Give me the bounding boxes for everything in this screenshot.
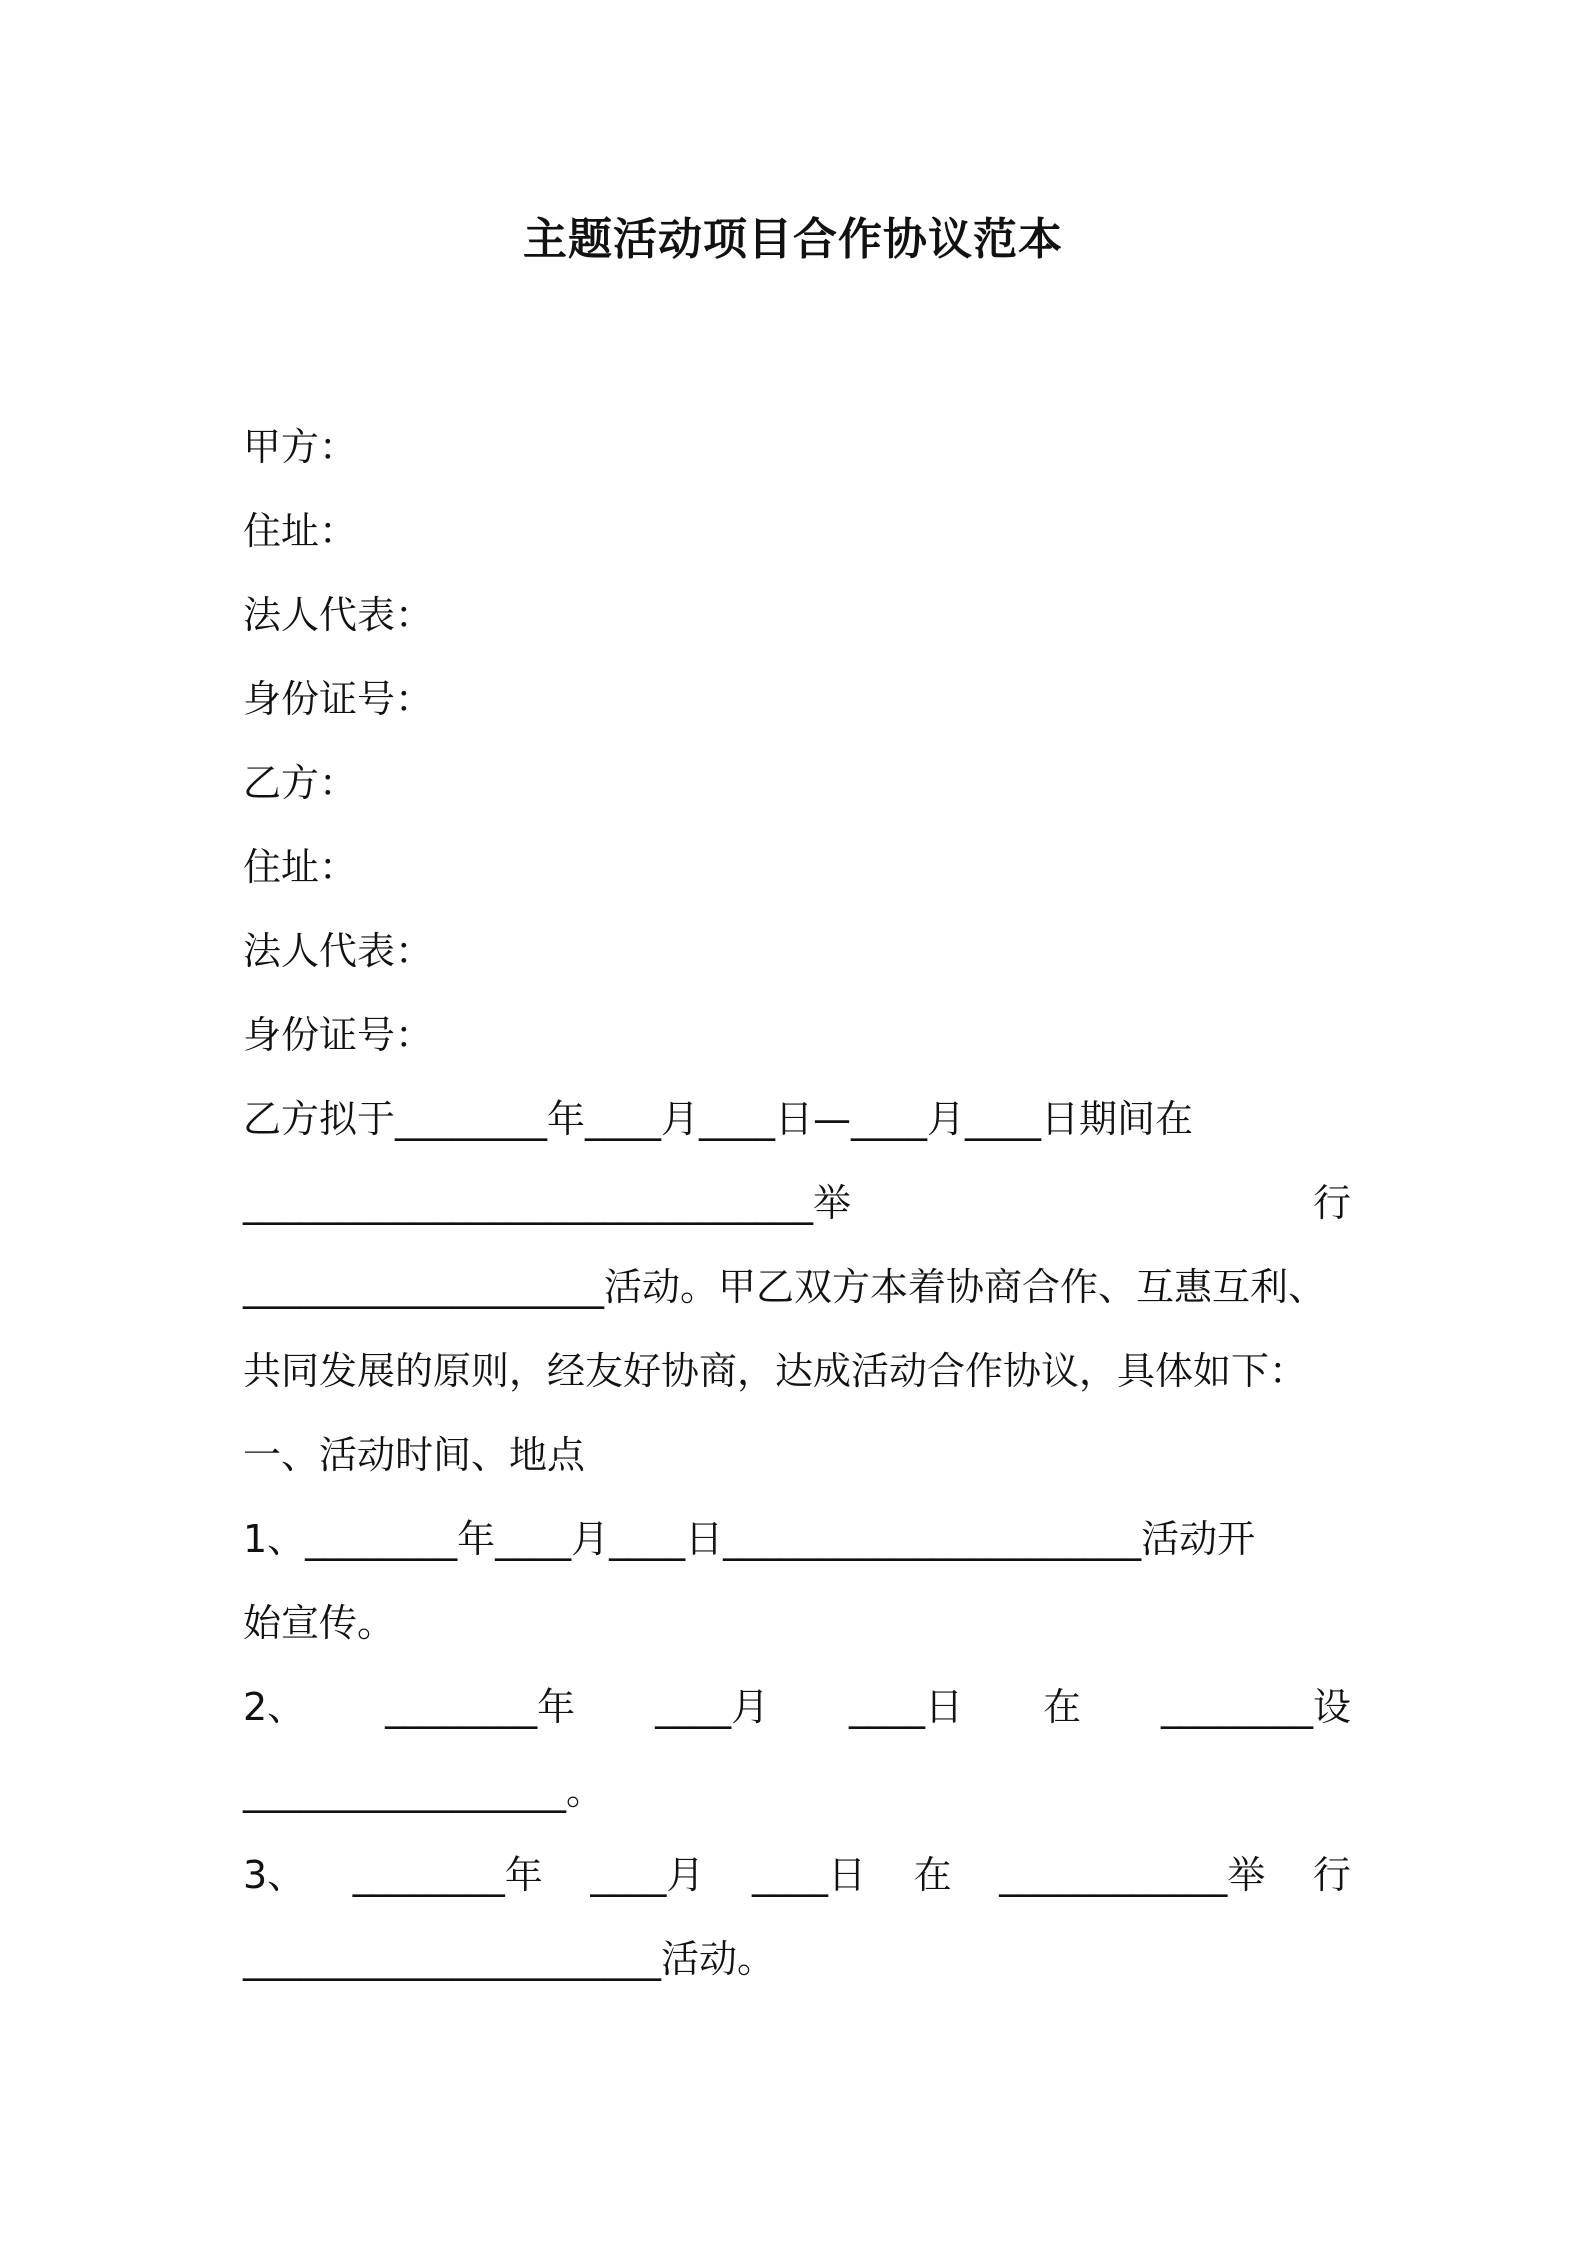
party-a-label-text: 甲方： (243, 425, 358, 469)
section-1-heading (243, 1413, 1351, 1497)
item-2-part: 在 (1042, 1685, 1081, 1729)
preamble-line-3-text: ___________________活动。甲乙双方本着协商合作、互惠互利、 (243, 1265, 1327, 1309)
item-1-line-2-text: 始宣传。 (243, 1601, 396, 1645)
item-3-part: 行 (1312, 1853, 1351, 1897)
item-2-part: ____日 (849, 1685, 964, 1729)
party-a-address (243, 489, 1351, 573)
party-b-address (243, 825, 1351, 909)
item-3-line-2 (243, 1917, 1351, 2001)
party-b-representative-text: 法人代表： (243, 929, 434, 973)
item-3-part: 3、 (243, 1853, 306, 1897)
party-b-address-text: 住址： (243, 845, 358, 889)
section-1-heading-text: 一、活动时间、地点 (243, 1433, 586, 1477)
preamble-line-3 (243, 1245, 1351, 1329)
party-a-representative (243, 573, 1351, 657)
item-3-part: 在 (913, 1853, 952, 1897)
party-b-representative (243, 909, 1351, 993)
item-1-line-1-text: 1、________年____月____日______________________活动开 (243, 1517, 1256, 1561)
preamble-line-2-b: 行 (1312, 1181, 1351, 1225)
item-2-part: ____月 (655, 1685, 770, 1729)
item-2-line-1 (243, 1665, 1351, 1749)
item-3-line-2-text: ______________________活动。 (243, 1937, 776, 1981)
party-a-representative-text: 法人代表： (243, 593, 434, 637)
item-1-line-1 (243, 1497, 1351, 1581)
preamble-line-1 (243, 1077, 1351, 1161)
party-a-address-text: 住址： (243, 509, 358, 553)
party-b-label (243, 741, 1351, 825)
preamble-line-2-a: ______________________________举 (243, 1181, 852, 1225)
party-a-id-number-text: 身份证号： (243, 677, 434, 721)
document-title: 主题活动项目合作协议范本 (523, 214, 1063, 265)
party-b-id-number-text: 身份证号： (243, 1013, 434, 1057)
document-body (243, 405, 1351, 2001)
party-b-label-text: 乙方： (243, 761, 358, 805)
item-3-part: ________年 (352, 1853, 543, 1897)
item-3-line-1 (243, 1833, 1351, 1917)
preamble-line-2 (243, 1161, 1351, 1245)
item-2-part: ________设 (1160, 1685, 1351, 1729)
preamble-line-4-text: 共同发展的原则，经友好协商，达成活动合作协议，具体如下： (243, 1349, 1308, 1393)
party-a-label (243, 405, 1351, 489)
item-3-part: ____________举 (999, 1853, 1266, 1897)
item-2-part: ________年 (385, 1685, 576, 1729)
item-3-part: ____月 (590, 1853, 705, 1897)
item-3-part: ____日 (752, 1853, 867, 1897)
item-2-line-2-text: _________________。 (243, 1769, 605, 1813)
item-1-line-2 (243, 1581, 1351, 1665)
preamble-line-4 (243, 1329, 1351, 1413)
item-2-line-2 (243, 1749, 1351, 1833)
party-b-id-number (243, 993, 1351, 1077)
item-2-part: 2、 (243, 1685, 306, 1729)
party-a-id-number (243, 657, 1351, 741)
preamble-line-1-text: 乙方拟于________年____月____日—____月____日期间在 (243, 1097, 1194, 1141)
